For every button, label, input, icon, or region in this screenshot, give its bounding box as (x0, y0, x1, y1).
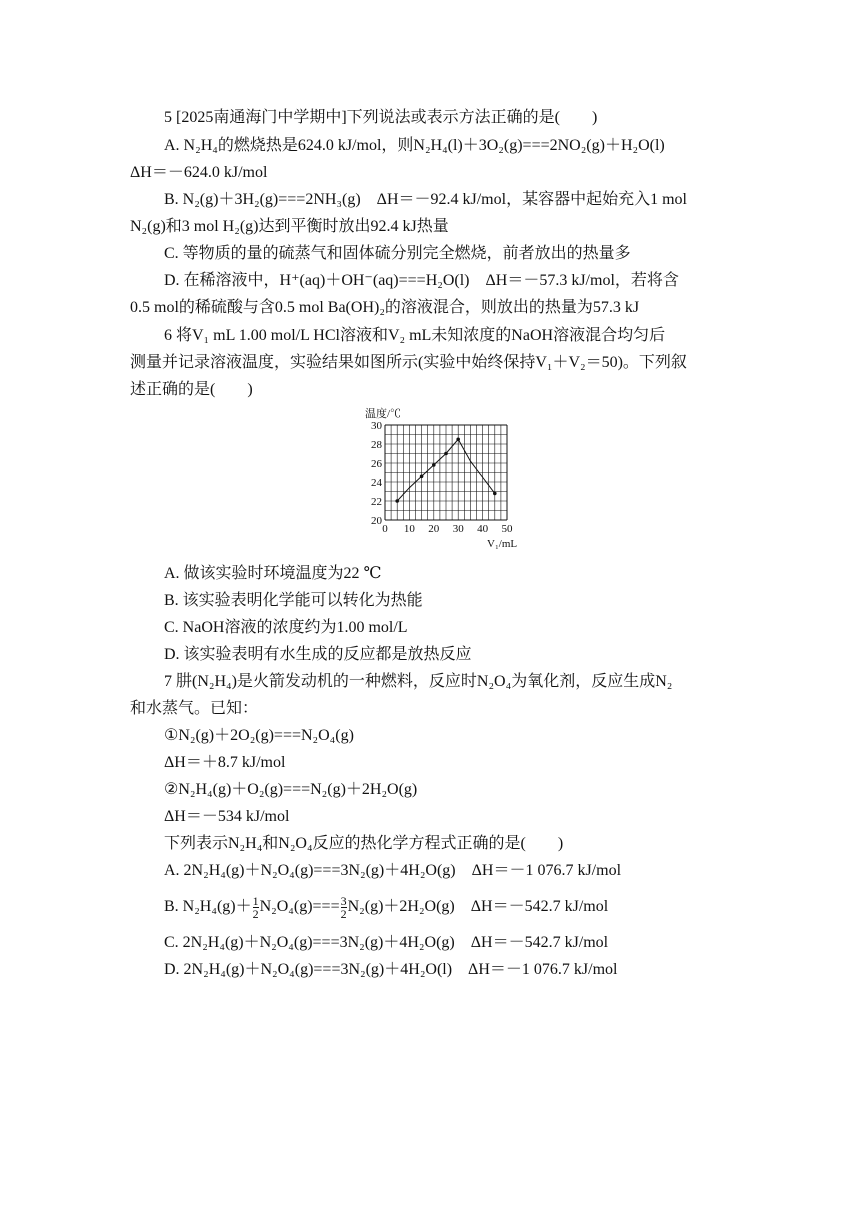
y-tick-label: 28 (371, 439, 382, 451)
q7-enthalpy-2: ΔH＝－534 kJ/mol (164, 808, 290, 825)
y-tick-label: 24 (371, 477, 382, 489)
q7-option-a: A. 2N₂H₄(g)＋N₂O₄(g)===3N₂(g)＋4H₂O(g) ΔH＝－1 076.7 kJ/mol (164, 862, 622, 879)
x-tick-label: 50 (501, 523, 513, 535)
data-point (432, 463, 436, 467)
q5-stem: 5 [2025南通海门中学期中]下列说法或表示方法正确的是( ) (164, 109, 598, 126)
q7-enthalpy-1: ΔH＝＋8.7 kJ/mol (164, 754, 286, 771)
x-tick-label: 30 (452, 523, 464, 535)
q7-option-b-suffix: N₂(g)＋2H₂O(g) ΔH＝－542.7 kJ/mol (347, 898, 609, 916)
data-point (493, 492, 497, 496)
q7-stem-line1: 7 肼(N₂H₄)是火箭发动机的一种燃料，反应时N₂O₄为氧化剂，反应生成N₂ (164, 673, 673, 690)
data-point (456, 437, 460, 441)
chart-grid (385, 425, 507, 520)
x-tick-label: 20 (428, 523, 440, 535)
q7-stem-line2: 和水蒸气。已知： (130, 700, 259, 717)
x-tick-label: 10 (403, 523, 415, 535)
chart-x-axis-label: V₁/mL (487, 538, 518, 550)
y-tick-label: 26 (371, 458, 382, 470)
chart-ticks (371, 420, 513, 535)
q6-option-a: A. 做该实验时环境温度为22 ℃ (164, 565, 382, 582)
q6-option-b: B. 该实验表明化学能可以转化为热能 (164, 592, 423, 609)
q6-stem-line3: 述正确的是( ) (130, 381, 253, 398)
q6-option-d: D. 该实验表明有水生成的反应都是放热反应 (164, 646, 472, 663)
q7-option-b-prefix: B. N₂H₄(g)＋ (164, 898, 252, 916)
fraction-three-halves (341, 895, 347, 920)
temperature-chart (355, 405, 535, 555)
q6-stem-line1: 6 将V₁ mL 1.00 mol/L HCl溶液和V₂ mL未知浓度的NaOH溶液混合均匀后 (164, 327, 666, 344)
q5-option-d-line2: 0.5 mol的稀硫酸与含0.5 mol Ba(OH)₂的溶液混合，则放出的热量为57.3 kJ (130, 299, 640, 316)
fraction-one-half (253, 895, 259, 920)
q5-option-a-line1: A. N₂H₄的燃烧热是624.0 kJ/mol，则N₂H₄(l)＋3O₂(g)===2NO₂(g)＋H₂O(l) (164, 137, 665, 154)
q7-equation-1: ①N₂(g)＋2O₂(g)===N₂O₄(g) (164, 727, 354, 744)
q5-option-c: C. 等物质的量的硫蒸气和固体硫分别完全燃烧，前者放出的热量多 (164, 245, 631, 262)
fraction-denominator: 2 (252, 907, 259, 921)
y-tick-label: 30 (371, 420, 382, 432)
q7-option-c: C. 2N₂H₄(g)＋N₂O₄(g)===3N₂(g)＋4H₂O(g) ΔH＝－542.7 kJ/mol (164, 934, 609, 951)
x-tick-label: 0 (382, 523, 388, 535)
data-point (420, 475, 424, 479)
q7-option-d: D. 2N₂H₄(g)＋N₂O₄(g)===3N₂(g)＋4H₂O(l) ΔH＝－1 076.7 kJ/mol (164, 961, 618, 978)
y-tick-label: 22 (371, 496, 382, 508)
q7-question: 下列表示N₂H₄和N₂O₄反应的热化学方程式正确的是( ) (164, 835, 564, 852)
q6-option-c: C. NaOH溶液的浓度约为1.00 mol/L (164, 619, 408, 636)
q6-stem-line2: 测量并记录溶液温度，实验结果如图所示(实验中始终保持V₁＋V₂＝50)。下列叙 (130, 354, 687, 371)
fraction-denominator: 2 (340, 907, 347, 921)
data-point (395, 499, 399, 503)
fraction-numerator: 3 (340, 894, 347, 908)
q5-option-d-line1: D. 在稀溶液中，H⁺(aq)＋OH⁻(aq)===H₂O(l) ΔH＝－57.3 kJ/mol，若将含 (164, 272, 679, 289)
chart-y-axis-label: 温度/℃ (365, 408, 402, 420)
fraction-numerator: 1 (252, 894, 259, 908)
q5-option-b-line2: N₂(g)和3 mol H₂(g)达到平衡时放出92.4 kJ热量 (130, 218, 449, 235)
q7-equation-2: ②N₂H₄(g)＋O₂(g)===N₂(g)＋2H₂O(g) (164, 781, 418, 798)
data-point (444, 452, 448, 456)
q5-option-a-line2: ΔH＝－624.0 kJ/mol (130, 164, 268, 181)
q5-option-b-line1: B. N₂(g)＋3H₂(g)===2NH₃(g) ΔH＝－92.4 kJ/mol，某容器中起始充入1 mol (164, 191, 687, 208)
q7-option-b (164, 895, 608, 920)
q7-option-b-middle: N₂O₄(g)=== (259, 898, 340, 916)
y-tick-label: 20 (371, 515, 382, 527)
x-tick-label: 40 (477, 523, 489, 535)
